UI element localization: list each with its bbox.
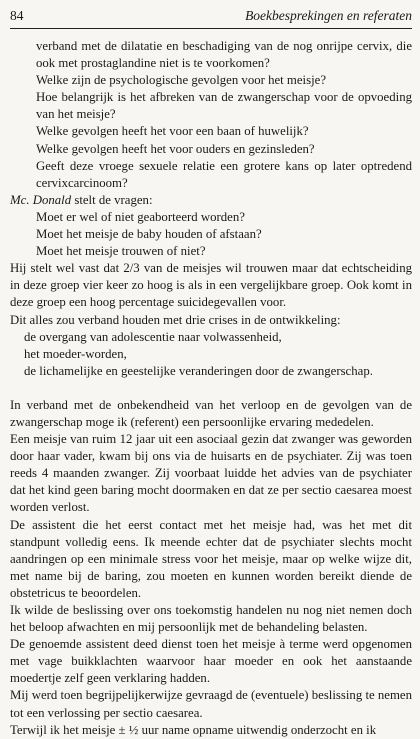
crisis-item: het moeder-worden, [24,346,127,361]
question-line: Welke gevolgen heeft het voor een baan of huwelijk? [36,124,309,139]
author-name: Mc. Donald [10,192,72,207]
question-line: Hoe belangrijk is het afbreken van de zwangerschap voor de opvoeding van het meisje? [36,90,412,122]
question-line: Geeft deze vroege sexuele relatie een grotere kans op later optredend cervixcarcinoom? [36,158,412,190]
paragraph: Een meisje van ruim 12 jaar uit een asociaal gezin dat zwanger was geworden door haar vader, kwam bij ons via de huisarts en de psychiater. Zij was toen reeds 4 maanden zwanger. Zij voorbaat luidde het advies van de psychiater dat het kind geen baring mocht doormaken en dat ze per sectio caesarea moest worden verlost. [10,432,412,515]
question-line: Welke gevolgen heeft het voor ouders en gezinsleden? [36,141,315,156]
paragraph: De assistent die het eerst contact met het meisje had, was het met dit standpunt volledig eens. Ik meende echter dat de psychiater slechts mocht aandringen op een minimale stress voor het meisje, maar op welke wijze dit, met name bij de baring, zou moeten en kunnen worden bereikt diende de obstetricus te beoordelen. [10,517,412,600]
paragraph: Terwijl ik het meisje ± ½ uur name opname uitwendig onderzocht en ik [10,722,377,737]
paragraph: In verband met de onbekendheid van het verloop en de gevolgen van de zwangerschap moge ik (referent) een persoonlijke ervaring mededelen. [10,397,412,429]
donald-intro-text: stelt de vragen: [71,192,153,207]
paragraph: De genoemde assistent deed dienst toen het meisje à terme werd opgenomen met vage buikklachten waarvoor haar moeder en ook het aanstaande moedertje zelf geen verklaring hadden. [10,637,412,686]
paragraph-gap [10,380,412,397]
question-line: Moet het meisje trouwen of niet? [36,244,206,259]
paragraph: Mij werd toen begrijpelijkerwijze gevraagd de (eventuele) beslissing te nemen tot een verlossing per sectio caesarea. [10,688,412,720]
donald-intro [10,192,412,209]
crisis-item: de lichamelijke en geestelijke veranderingen door de zwangerschap. [24,363,373,378]
question-line: Moet het meisje de baby houden of afstaan? [36,227,262,242]
paragraph: Hij stelt wel vast dat 2/3 van de meisjes wil trouwen maar dat echtscheiding in deze groep vier keer zo hoog is als in een vergelijkbare groep. Ook komt in deze groep een hoog percentage suicidegevallen voor. [10,261,412,310]
question-line: Moet er wel of niet geaborteerd worden? [36,209,245,224]
running-header [10,6,412,29]
paragraph: Ik wilde de beslissing over ons toekomstig handelen nu nog niet nemen doch het beloop afwachten en mij persoonlijk met de behandeling belasten. [10,603,412,635]
running-title: Boekbesprekingen en referaten [245,8,412,23]
crisis-item: de overgang van adolescentie naar volwassenheid, [24,329,282,344]
paragraph: Dit alles zou verband houden met drie crises in de ontwikkeling: [10,312,341,327]
page-number: 84 [10,8,24,23]
question-line: Welke zijn de psychologische gevolgen voor het meisje? [36,73,327,88]
question-line: verband met de dilatatie en beschadiging van de nog onrijpe cervix, die ook met prostaglandine niet is te voorkomen? [36,39,412,71]
article-body [10,38,412,739]
